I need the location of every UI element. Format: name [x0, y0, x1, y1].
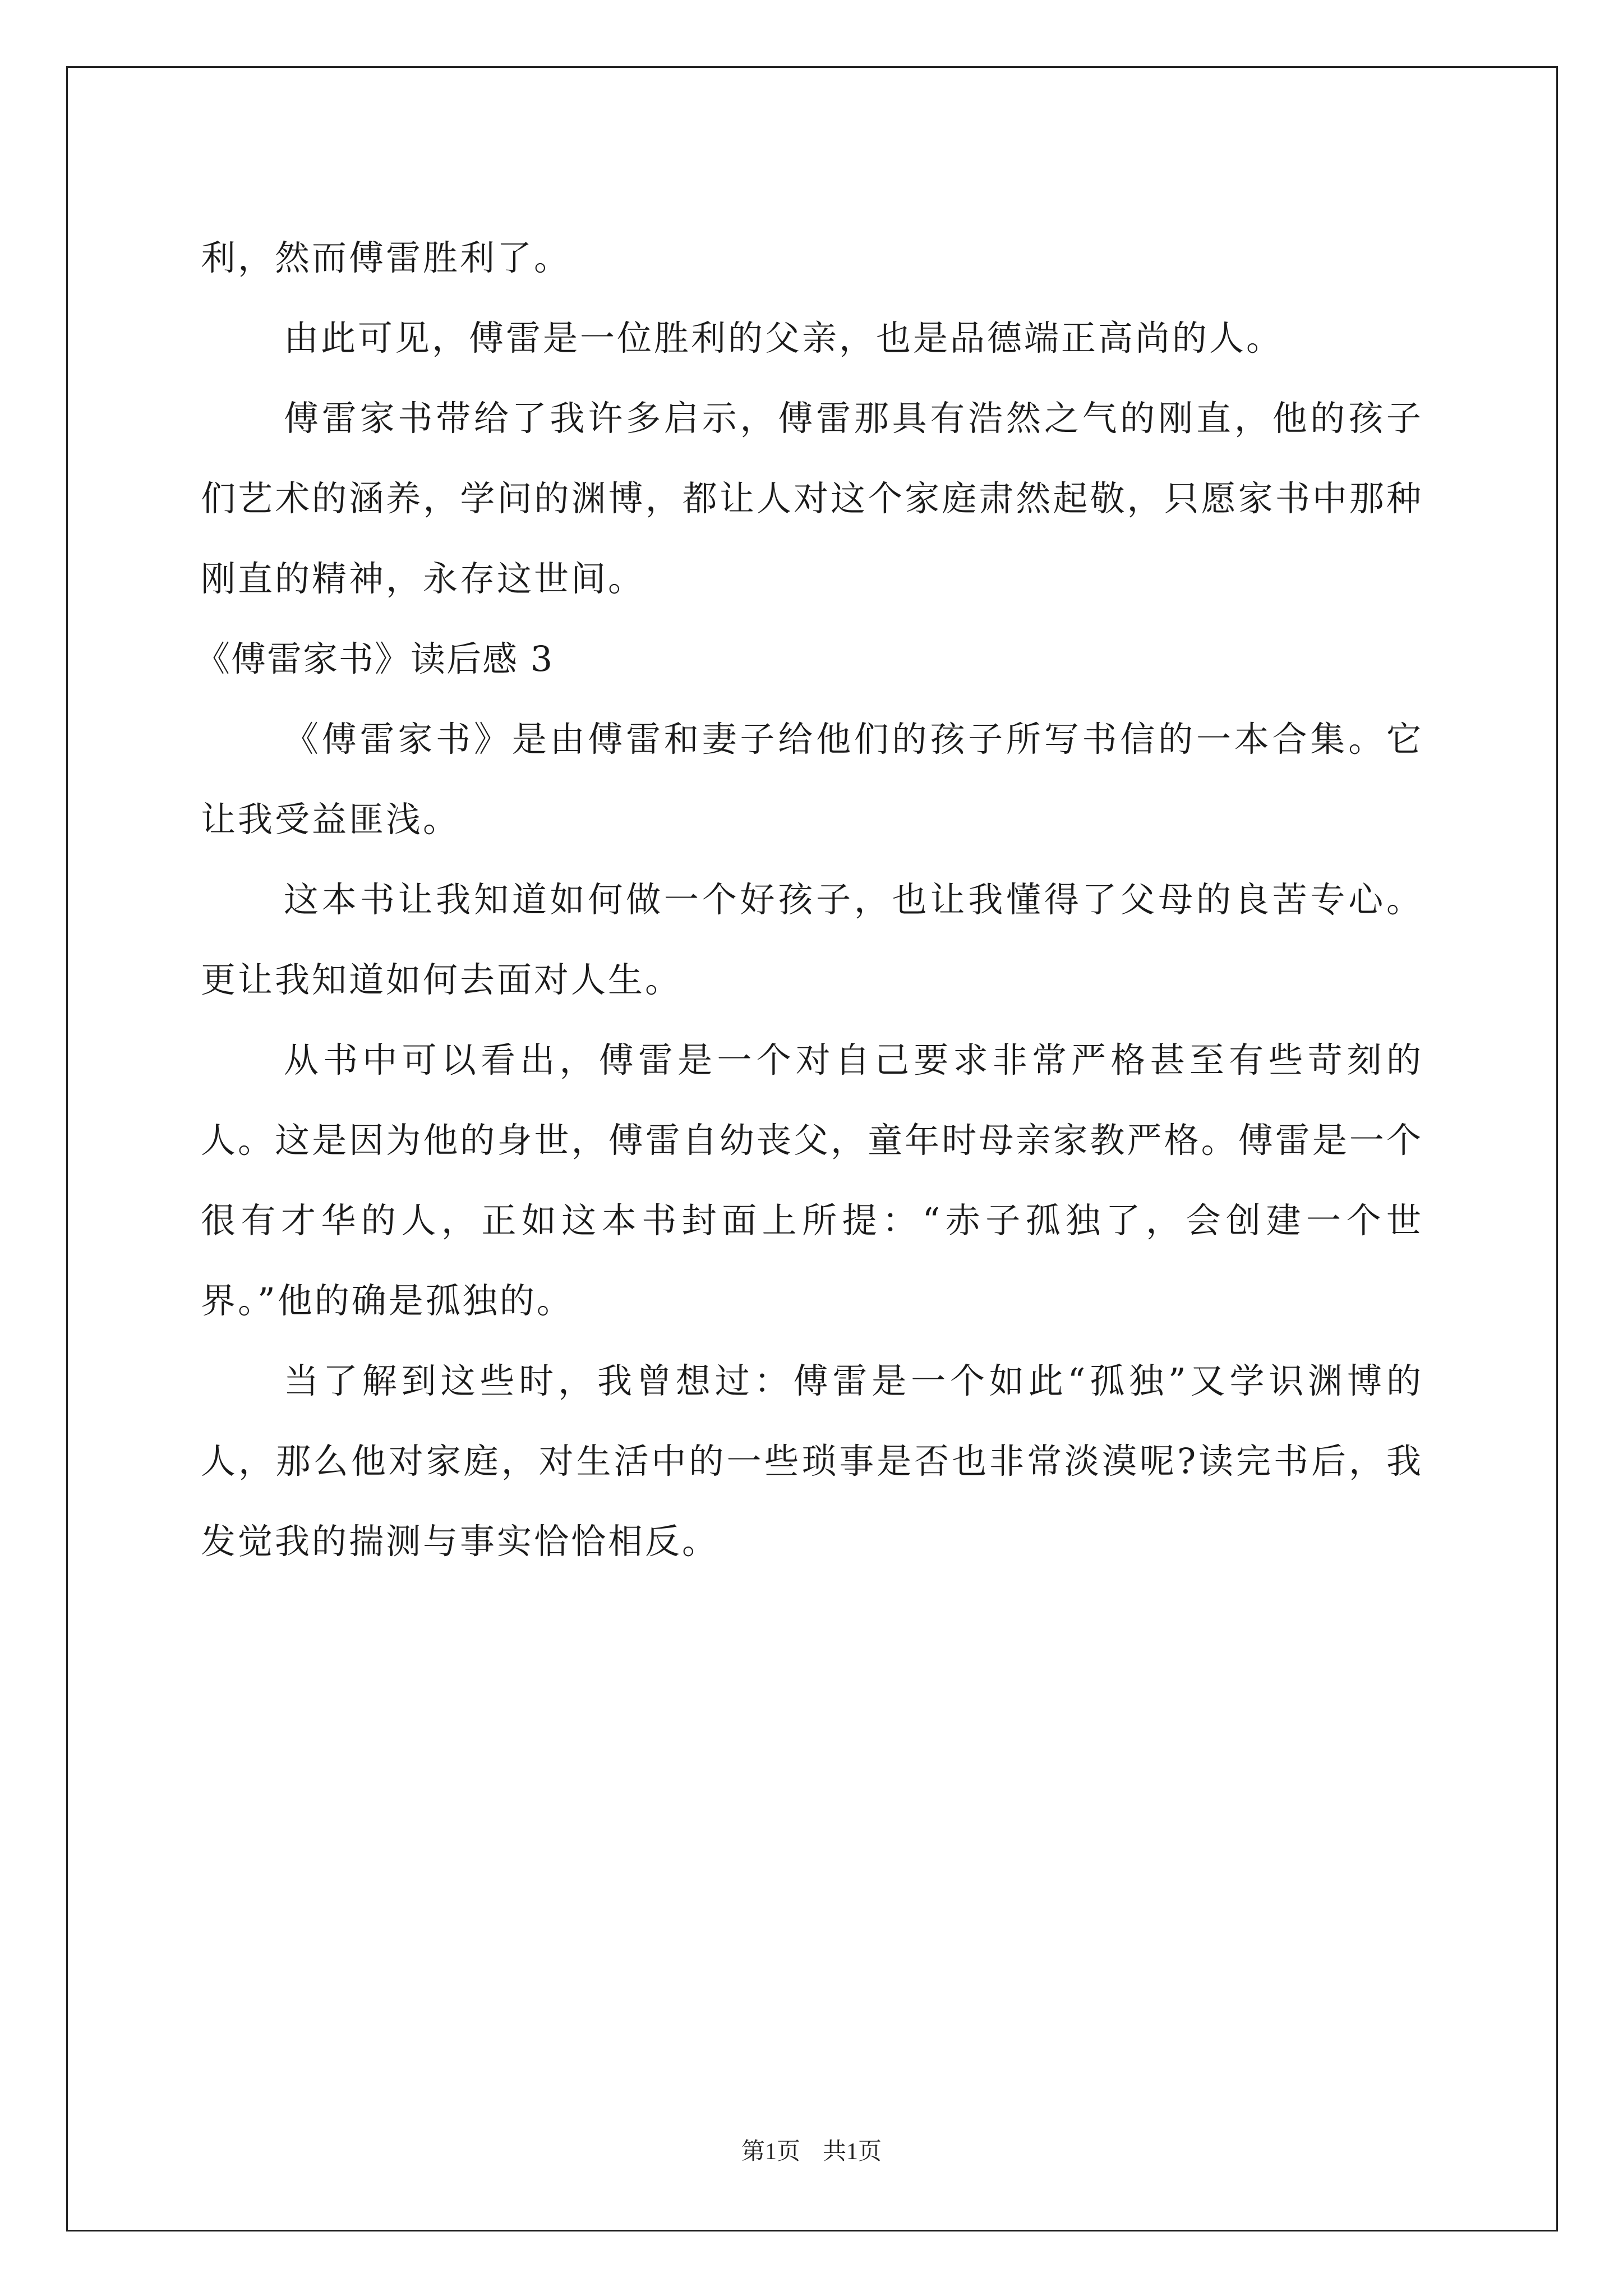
section-heading: 《傅雷家书》读后感 3 — [195, 638, 554, 679]
page-footer — [0, 2135, 1623, 2169]
paragraph: 《傅雷家书》是由傅雷和妻子给他们的孩子所写书信的一本合集。它让我受益匪浅。 — [201, 719, 1423, 840]
paragraph: 当了解到这些时，我曾想过：傅雷是一个如此“孤独”又学识渊博的人，那么他对家庭，对生活中的一些琐事是否也非常淡漠呢?读完书后，我发觉我的揣测与事实恰恰相反。 — [201, 1360, 1423, 1562]
paragraph: 从书中可以看出，傅雷是一个对自己要求非常严格甚至有些苛刻的人。这是因为他的身世，傅雷自幼丧父，童年时母亲家教严格。傅雷是一个很有才华的人，正如这本书封面上所提：“赤子孤独了，会创建一个世界。”他的确是孤独的。 — [201, 1039, 1423, 1321]
paragraph-continuation: 利，然而傅雷胜利了。 — [201, 237, 571, 278]
paragraph: 由此可见，傅雷是一位胜利的父亲，也是品德端正高尚的人。 — [284, 318, 1284, 358]
document-body — [195, 218, 1423, 1581]
page-number: 第1页 — [741, 2139, 800, 2165]
paragraph: 这本书让我知道如何做一个好孩子，也让我懂得了父母的良苦专心。更让我知道如何去面对人生。 — [201, 879, 1423, 1000]
page-total: 共1页 — [823, 2139, 882, 2165]
paragraph: 傅雷家书带给了我许多启示，傅雷那具有浩然之气的刚直，他的孩子们艺术的涵养，学问的渊博，都让人对这个家庭肃然起敬，只愿家书中那种刚直的精神，永存这世间。 — [201, 398, 1423, 599]
